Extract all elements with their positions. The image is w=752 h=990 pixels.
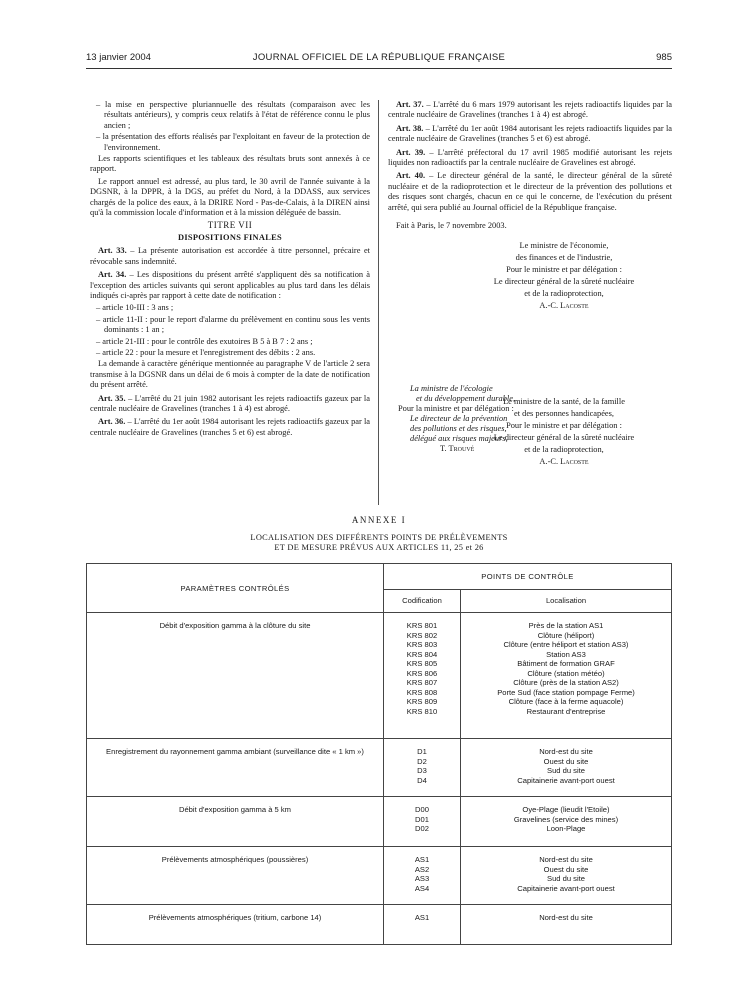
header-rule	[86, 68, 672, 69]
article-text: – La présente autorisation est accordée à titre personnel, précaire et révocable sans indemnité.	[90, 246, 370, 266]
code: D1	[417, 747, 427, 756]
parameter-cell: Débit d'exposition gamma à la clôture du site	[87, 613, 384, 739]
code: D3	[417, 766, 427, 775]
code: KRS 802	[406, 630, 438, 640]
signature-line: Le directeur général de la sûreté nucléaire	[493, 277, 635, 287]
article-number: Art. 33.	[98, 246, 127, 256]
paragraph: – la présentation des efforts réalisés par l'exploitant en faveur de la protection de l'environnement.	[96, 132, 370, 152]
localisation-cell	[461, 847, 672, 905]
journal-title: JOURNAL OFFICIEL DE LA RÉPUBLIQUE FRANÇAISE	[252, 52, 506, 63]
signature-line: Le ministre de l'économie,	[519, 241, 609, 251]
location: Nord-est du site	[539, 913, 593, 922]
location: Clôture (près de la station AS2)	[513, 678, 619, 687]
article-text: – L'arrêté du 1er août 1984 autorisant les rejets radioactifs gazeux par la centrale nucléaire de Gravelines (tranches 5 et 6) est abrogé.	[90, 417, 370, 437]
code: KRS 805	[406, 659, 438, 668]
article-number: Art. 37.	[396, 100, 424, 109]
signature-line: et des personnes handicapées,	[514, 409, 614, 419]
location: Clôture (station météo)	[527, 668, 605, 678]
article-number: Art. 38.	[396, 123, 424, 133]
signature-economie	[388, 241, 672, 311]
signatory-name: T. Trouvé	[440, 444, 475, 453]
code: KRS 806	[406, 668, 438, 678]
location: Loon-Plage	[546, 824, 586, 833]
location: Clôture (héliport)	[537, 630, 595, 640]
code: AS2	[414, 864, 430, 874]
article-number: Art. 36.	[98, 417, 126, 427]
table-row	[87, 847, 672, 905]
signature-line: et de la radioprotection,	[524, 445, 604, 455]
column-header-codification: Codification	[384, 589, 461, 612]
code: D00	[415, 805, 429, 814]
code: KRS 803	[406, 640, 438, 649]
article-text: – L'arrêté du 6 mars 1979 autorisant les rejets radioactifs liquides par la centrale nucléaire de Gravelines (tranches 1 à 4) est abrogé.	[388, 100, 672, 120]
location: Capitainerie avant-port ouest	[517, 883, 615, 893]
article-40	[388, 171, 672, 213]
signature-line: Le ministre de la santé, de la famille	[503, 397, 625, 407]
localisation-cell	[461, 739, 672, 797]
article-number: Art. 35.	[98, 393, 126, 403]
localisation-cell	[461, 613, 672, 739]
signature-ecologie	[388, 384, 528, 454]
signatory-name: A.-C. Lacoste	[539, 457, 589, 467]
table-row	[87, 739, 672, 797]
code: KRS 801	[406, 621, 438, 630]
location: Clôture (face à la ferme aquacole)	[508, 697, 624, 706]
list-item: – article 11-II : pour le report d'alarme du prélèvement en continu sous les vents dominants : 1 an ;	[96, 314, 370, 335]
paragraph: – la mise en perspective pluriannuelle des résultats (comparaison avec les résultats antérieurs), y compris ceux relatifs à l'état de référence connu le plus ancien ;	[96, 100, 370, 130]
table-row	[87, 905, 672, 945]
signature-line: des pollutions et des risques,	[410, 424, 507, 433]
article-34	[90, 270, 370, 301]
paragraph: La demande à caractère générique mentionnée au paragraphe V de l'article 2 sera transmise à la DGSNR dans un délai de 6 mois à compter de la date de notification du présent arrêté.	[90, 359, 370, 390]
annexe-subtitle: LOCALISATION DES DIFFÉRENTS POINTS DE PRÉLÈVEMENTS	[250, 533, 508, 542]
location: Oye-Plage (lieudit l'Etoile)	[522, 805, 610, 814]
location: Gravelines (service des mines)	[513, 814, 619, 824]
code: KRS 807	[406, 678, 438, 687]
left-column	[90, 100, 370, 440]
location: Porte Sud (face station pompage Ferme)	[497, 687, 635, 697]
location: Près de la station AS1	[528, 621, 604, 630]
signature-line: et de la radioprotection,	[524, 289, 604, 299]
article-number: Art. 40.	[396, 171, 426, 181]
location: Capitainerie avant-port ouest	[517, 775, 615, 785]
column-header-points: POINTS DE CONTRÔLE	[384, 564, 672, 590]
code: AS1	[414, 855, 430, 864]
table-row	[87, 613, 672, 739]
annexe-subtitle: ET DE MESURE PRÉVUS AUX ARTICLES 11, 25 et 26	[274, 543, 484, 552]
location: Restaurant d'entreprise	[526, 706, 606, 716]
signature-line: et du développement durable,	[416, 394, 516, 403]
location: Nord-est du site	[539, 855, 593, 864]
location: Nord-est du site	[539, 747, 593, 756]
page-header	[86, 52, 672, 66]
code: KRS 810	[406, 706, 438, 716]
date-line: Fait à Paris, le 7 novembre 2003.	[396, 221, 507, 231]
control-points-table	[86, 563, 672, 945]
location: Bâtiment de formation GRAF	[517, 659, 615, 668]
section-heading: DISPOSITIONS FINALES	[178, 232, 282, 242]
table-row	[87, 797, 672, 847]
paragraph: Le rapport annuel est adressé, au plus tard, le 30 avril de l'année suivante à la DGSNR, à la DPPR, à la DGS, au préfet du Nord, à la DDASS, aux services chargés de la police des eaux, à la DRIRE Nord - Pas-de-Calais, à la DIREN ainsi qu'à la commission locale d'information et à la mission déléguée de bassin.	[90, 176, 370, 218]
location: Station AS3	[546, 649, 586, 659]
column-header-localisation: Localisation	[461, 589, 672, 612]
article-text: – Les dispositions du présent arrêté s'appliquent dès sa notification à l'exception des articles suivants qui seront applicables au plus tard dans les délais indiqués ci-après par rapport à cette date de notification :	[90, 270, 370, 300]
codification-cell	[384, 847, 461, 905]
location: Ouest du site	[543, 756, 589, 766]
signature-line: des finances et de l'industrie,	[515, 253, 613, 263]
parameter-cell: Débit d'exposition gamma à 5 km	[87, 797, 384, 847]
location: Ouest du site	[543, 864, 589, 874]
annexe-title: ANNEXE I	[351, 515, 407, 525]
column-divider	[378, 100, 379, 505]
article-35	[90, 394, 370, 415]
article-number: Art. 34.	[98, 270, 127, 280]
article-number: Art. 39.	[396, 147, 426, 157]
article-text: – L'arrêté du 1er août 1984 autorisant les rejets radioactifs liquides par la centrale nucléaire de Gravelines (tranches 5 et 6) est abrogé.	[388, 123, 672, 144]
location: Sud du site	[547, 874, 585, 883]
signature-line: Le directeur général de la sûreté nucléaire	[493, 433, 635, 443]
codification-cell	[384, 905, 461, 945]
article-text: – Le directeur général de la santé, le directeur général de la sûreté nucléaire et de la radioprotection et le directeur de la prévention des pollutions et des risques sont chargés, chacun en ce qui le concerne, de l'exécution du présent arrêté, qui sera publié au Journal officiel de la République française.	[388, 171, 672, 212]
location: Sud du site	[547, 766, 585, 775]
article-39	[388, 148, 672, 169]
article-text: – L'arrêté du 21 juin 1982 autorisant les rejets radioactifs gazeux par la centrale nucléaire de Gravelines (tranches 1 à 4) est abrogé.	[90, 393, 370, 413]
article-37	[388, 100, 672, 121]
signature-line: La ministre de l'écologie	[410, 384, 493, 393]
column-header-parameters: PARAMÈTRES CONTRÔLÉS	[87, 564, 384, 613]
article-33	[90, 246, 370, 267]
signatory-name: A.-C. Lacoste	[539, 301, 589, 311]
parameter-cell: Enregistrement du rayonnement gamma ambiant (surveillance dite « 1 km »)	[87, 739, 384, 797]
article-38	[388, 124, 672, 145]
parameter-cell: Prélèvements atmosphériques (poussières)	[87, 847, 384, 905]
issue-date: 13 janvier 2004	[86, 52, 151, 63]
section-title: TITRE VII	[207, 220, 253, 231]
list-item: – article 22 : pour la mesure et l'enregistrement des débits : 2 ans.	[96, 347, 316, 357]
article-text: – L'arrêté préfectoral du 17 avril 1985 modifié autorisant les rejets liquides non radioactifs par la centrale nucléaire de Gravelines est abrogé.	[388, 147, 672, 168]
paragraph: Les rapports scientifiques et les tableaux des résultats bruts sont annexés à ce rapport.	[90, 154, 370, 174]
codification-cell	[384, 613, 461, 739]
code: AS3	[414, 874, 430, 883]
codification-cell	[384, 797, 461, 847]
signature-line: Pour la ministre et par délégation :	[398, 404, 514, 413]
signature-line: Le directeur de la prévention	[410, 414, 508, 423]
signature-line: Pour le ministre et par délégation :	[506, 421, 622, 431]
localisation-cell	[461, 797, 672, 847]
location: Clôture (entre héliport et station AS3)	[503, 640, 629, 649]
code: D2	[417, 756, 427, 766]
code: D01	[415, 814, 429, 824]
code: KRS 804	[406, 649, 438, 659]
code: KRS 809	[406, 697, 438, 706]
code: AS1	[414, 913, 430, 922]
parameter-cell: Prélèvements atmosphériques (tritium, carbone 14)	[87, 905, 384, 945]
signature-line: délégué aux risques majeurs,	[410, 434, 508, 443]
codification-cell	[384, 739, 461, 797]
code: AS4	[414, 883, 430, 893]
list-item: – article 21-III : pour le contrôle des exutoires B 5 à B 7 : 2 ans ;	[96, 336, 313, 346]
article-36	[90, 417, 370, 438]
localisation-cell	[461, 905, 672, 945]
signature-line: Pour le ministre et par délégation :	[506, 265, 622, 275]
code: KRS 808	[406, 687, 438, 697]
list-item: – article 10-III : 3 ans ;	[96, 303, 174, 313]
code: D02	[415, 824, 429, 833]
code: D4	[417, 775, 427, 785]
page-number: 985	[656, 52, 672, 63]
